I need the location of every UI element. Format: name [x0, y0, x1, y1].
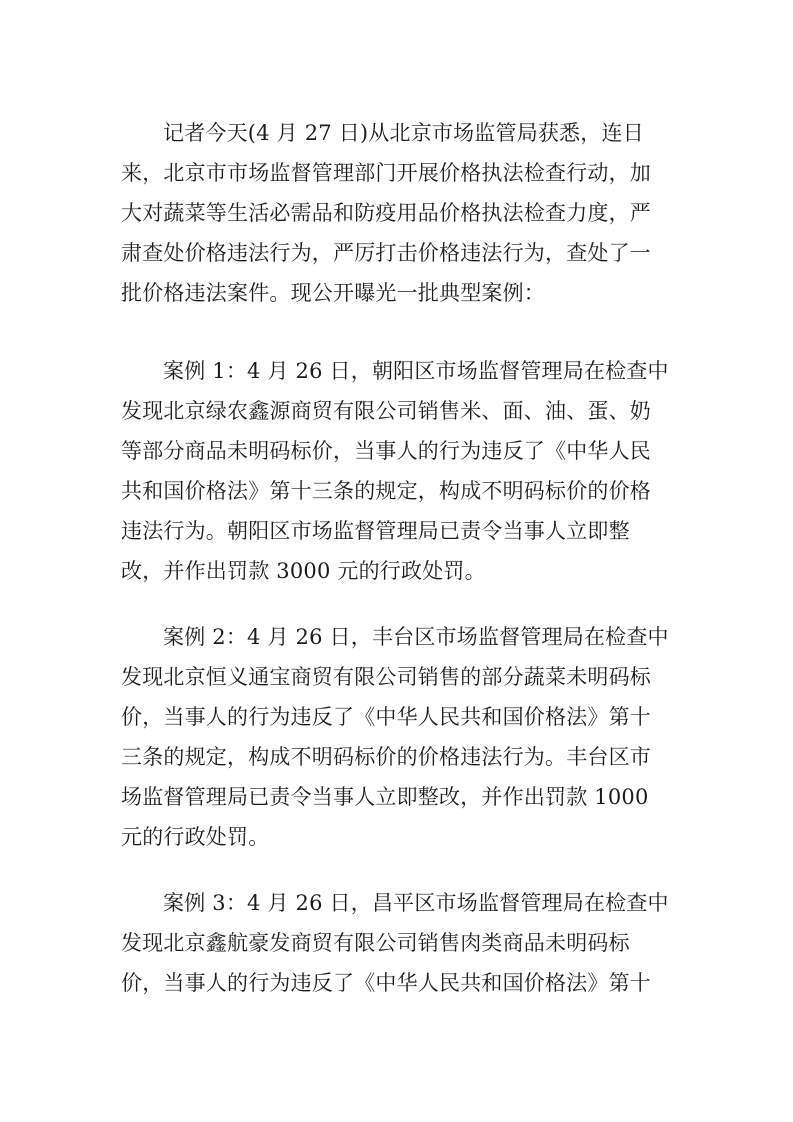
- text-line: 元的行政处罚。: [121, 825, 270, 849]
- text-line: 违法行为。朝阳区市场监督管理局已责令当事人立即整: [121, 519, 630, 543]
- text-line: 三条的规定，构成不明码标价的价格违法行为。丰台区市: [121, 745, 651, 769]
- text-line: 共和国价格法》第十三条的规定，构成不明码标价的价格: [121, 479, 651, 503]
- text-line: 改，并作出罚款 3000 元的行政处罚。: [121, 559, 486, 583]
- text-line: 发现北京鑫航豪发商贸有限公司销售肉类商品未明码标: [121, 931, 630, 955]
- text-line: 来，北京市市场监督管理部门开展价格执法检查行动，加: [121, 161, 651, 185]
- text-line: 等部分商品未明码标价，当事人的行为违反了《中华人民: [121, 439, 651, 463]
- text-line: 案例 1：4 月 26 日，朝阳区市场监督管理局在检查中: [163, 359, 669, 383]
- text-line: 发现北京绿农鑫源商贸有限公司销售米、面、油、蛋、奶: [121, 399, 651, 423]
- text-line: 肃查处价格违法行为，严厉打击价格违法行为，查处了一: [121, 241, 651, 265]
- text-line: 大对蔬菜等生活必需品和防疫用品价格执法检查力度，严: [121, 201, 651, 225]
- text-line: 记者今天(4 月 27 日)从北京市场监管局获悉，连日: [163, 121, 644, 145]
- text-line: 价，当事人的行为违反了《中华人民共和国价格法》第十: [121, 971, 651, 995]
- text-line: 价，当事人的行为违反了《中华人民共和国价格法》第十: [121, 705, 651, 729]
- text-line: 批价格违法案件。现公开曝光一批典型案例：: [121, 281, 545, 305]
- text-line: 案例 3：4 月 26 日，昌平区市场监督管理局在检查中: [163, 891, 669, 915]
- text-line: 场监督管理局已责令当事人立即整改，并作出罚款 1000: [121, 785, 649, 809]
- text-line: 发现北京恒义通宝商贸有限公司销售的部分蔬菜未明码标: [121, 665, 651, 689]
- text-line: 案例 2：4 月 26 日，丰台区市场监督管理局在检查中: [163, 625, 669, 649]
